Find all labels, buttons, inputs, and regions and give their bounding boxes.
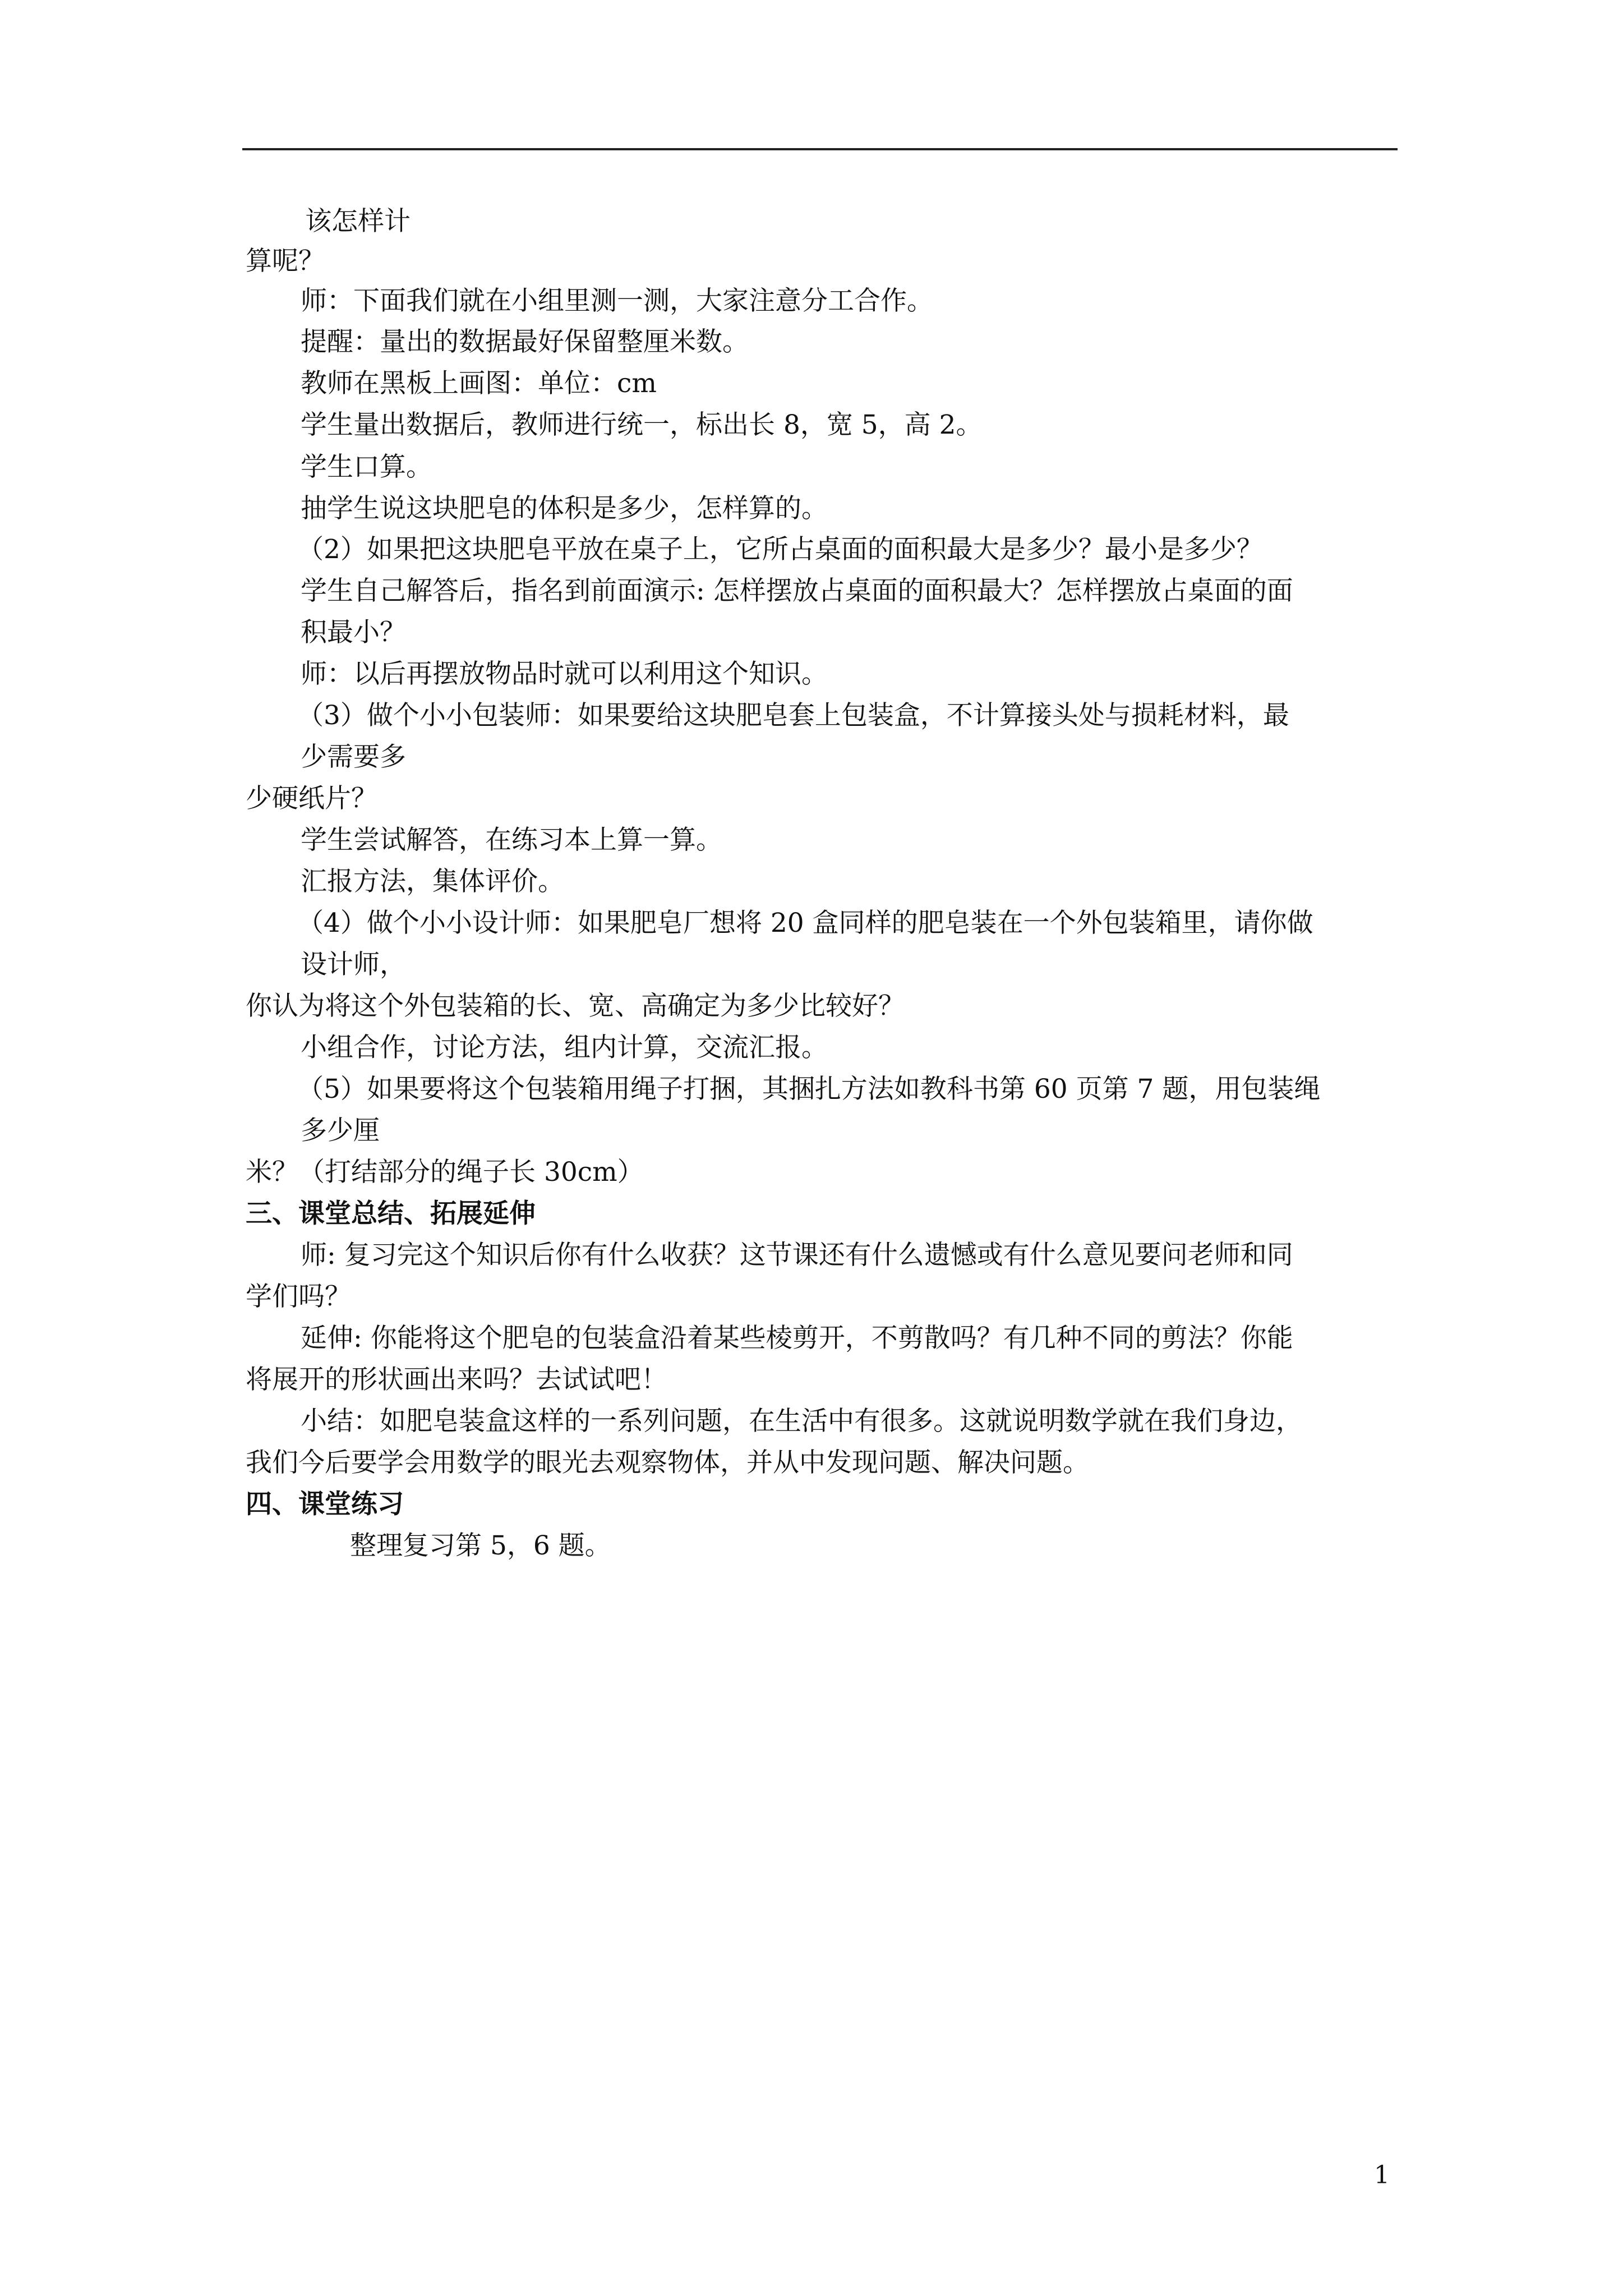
text-line: 师: 复习完这个知识后你有什么收获？这节课还有什么遗憾或有什么意见要问老师和同 — [301, 1240, 1293, 1271]
text-line: 学们吗？ — [246, 1281, 351, 1312]
text-line: 小组合作，讨论方法，组内计算，交流汇报。 — [301, 1032, 828, 1063]
text-line: 汇报方法，集体评价。 — [301, 866, 564, 897]
text-line: 学生自己解答后，指名到前面演示: 怎样摆放占桌面的面积最大？怎样摆放占桌面的面 — [301, 576, 1293, 606]
header-rule — [242, 148, 1398, 150]
section-heading: 四、课堂练习 — [246, 1489, 404, 1520]
text-line: （5）如果要将这个包装箱用绳子打捆，其捆扎方法如教科书第 60 页第 7 题，用包装绳 — [297, 1074, 1321, 1105]
section-heading: 三、课堂总结、拓展延伸 — [246, 1198, 536, 1229]
text-line: 学生尝试解答，在练习本上算一算。 — [301, 825, 722, 855]
text-line: 米？（打结部分的绳子长 30cm） — [246, 1157, 644, 1188]
text-line: 该怎样计 — [305, 206, 411, 237]
text-line: （2）如果把这块肥皂平放在桌子上，它所占桌面的面积最大是多少？最小是多少？ — [297, 534, 1263, 565]
page-number: 1 — [1374, 2161, 1390, 2189]
text-line: 抽学生说这块肥皂的体积是多少，怎样算的。 — [301, 493, 828, 524]
text-line: 小结：如肥皂装盒这样的一系列问题，在生活中有很多。这就说明数学就在我们身边， — [301, 1406, 1302, 1437]
text-line: 延伸: 你能将这个肥皂的包装盒沿着某些棱剪开，不剪散吗？有几种不同的剪法？你能 — [301, 1323, 1293, 1354]
text-line: 少需要多 — [301, 742, 406, 772]
text-line: （4）做个小小设计师：如果肥皂厂想将 20 盒同样的肥皂装在一个外包装箱里，请你做 — [297, 908, 1313, 938]
text-line: 师：下面我们就在小组里测一测，大家注意分工合作。 — [301, 286, 933, 316]
text-line: 整理复习第 5，6 题。 — [350, 1530, 611, 1561]
text-line: 积最小？ — [301, 617, 406, 648]
text-line: （3）做个小小包装师：如果要给这块肥皂套上包装盒，不计算接头处与损耗材料，最 — [297, 700, 1289, 731]
text-line: 师：以后再摆放物品时就可以利用这个知识。 — [301, 659, 828, 689]
text-line: 我们今后要学会用数学的眼光去观察物体，并从中发现问题、解决问题。 — [246, 1447, 1089, 1478]
text-line: 教师在黑板上画图：单位：cm — [301, 368, 657, 399]
text-line: 学生量出数据后，教师进行统一，标出长 8，宽 5，高 2。 — [301, 409, 983, 440]
text-line: 将展开的形状画出来吗？去试试吧！ — [246, 1364, 667, 1395]
text-line: 你认为将这个外包装箱的长、宽、高确定为多少比较好？ — [246, 991, 905, 1022]
text-line: 少硬纸片？ — [246, 783, 377, 814]
text-line: 算呢？ — [246, 246, 325, 277]
text-line: 学生口算。 — [301, 452, 432, 482]
text-line: 提醒：量出的数据最好保留整厘米数。 — [301, 326, 749, 357]
text-line: 设计师， — [301, 949, 406, 980]
text-line: 多少厘 — [301, 1115, 380, 1146]
